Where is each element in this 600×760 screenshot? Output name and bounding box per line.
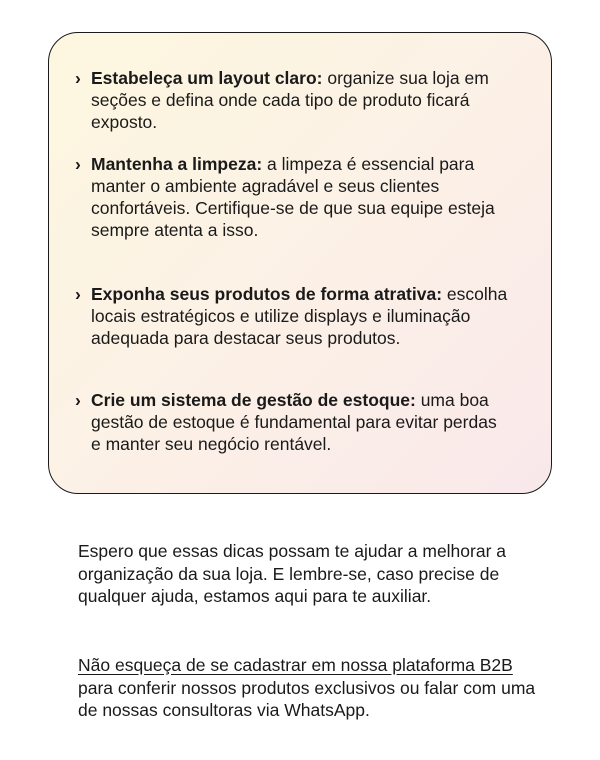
closing-paragraph: Espero que essas dicas possam te ajudar a melhorar a organização da sua loja. E lembre-se, caso precise de qualquer ajuda, estamos aqui para te auxiliar.: [78, 541, 507, 606]
tip-text: uma boa gestão de estoque é fundamental para evitar perdas e manter seu negócio rentável.: [91, 390, 497, 454]
tip-title: Estabeleça um layout claro:: [91, 68, 323, 88]
b2b-signup-link[interactable]: Não esqueça de se cadastrar em nossa plataforma B2B: [78, 655, 513, 675]
tip-item: [75, 67, 511, 133]
signup-paragraph: [78, 654, 548, 722]
tip-title: Crie um sistema de gestão de estoque:: [91, 390, 416, 410]
tip-title: Exponha seus produtos de forma atrativa:: [91, 284, 443, 304]
signup-paragraph-text: para conferir nossos produtos exclusivos ou falar com uma de nossas consultoras via WhatsApp.: [78, 677, 536, 720]
tip-text: organize sua loja em seções e defina onde cada tipo de produto ficará exposto.: [91, 68, 489, 132]
tips-card: [48, 32, 552, 494]
tip-title: Mantenha a limpeza:: [91, 154, 263, 174]
chevron-right-icon: ›: [75, 68, 81, 88]
tip-text: escolha locais estratégicos e utilize displays e iluminação adequada para destacar seus produtos.: [91, 284, 508, 348]
tip-item: [75, 283, 511, 349]
chevron-right-icon: ›: [75, 284, 81, 304]
tip-item: [75, 389, 511, 455]
tip-text: a limpeza é essencial para manter o ambiente agradável e seus clientes confortáveis. Certifique-se de que sua equipe esteja sempre atenta a isso.: [91, 154, 495, 240]
chevron-right-icon: ›: [75, 390, 81, 410]
chevron-right-icon: ›: [75, 154, 81, 174]
tip-item: [75, 153, 511, 241]
